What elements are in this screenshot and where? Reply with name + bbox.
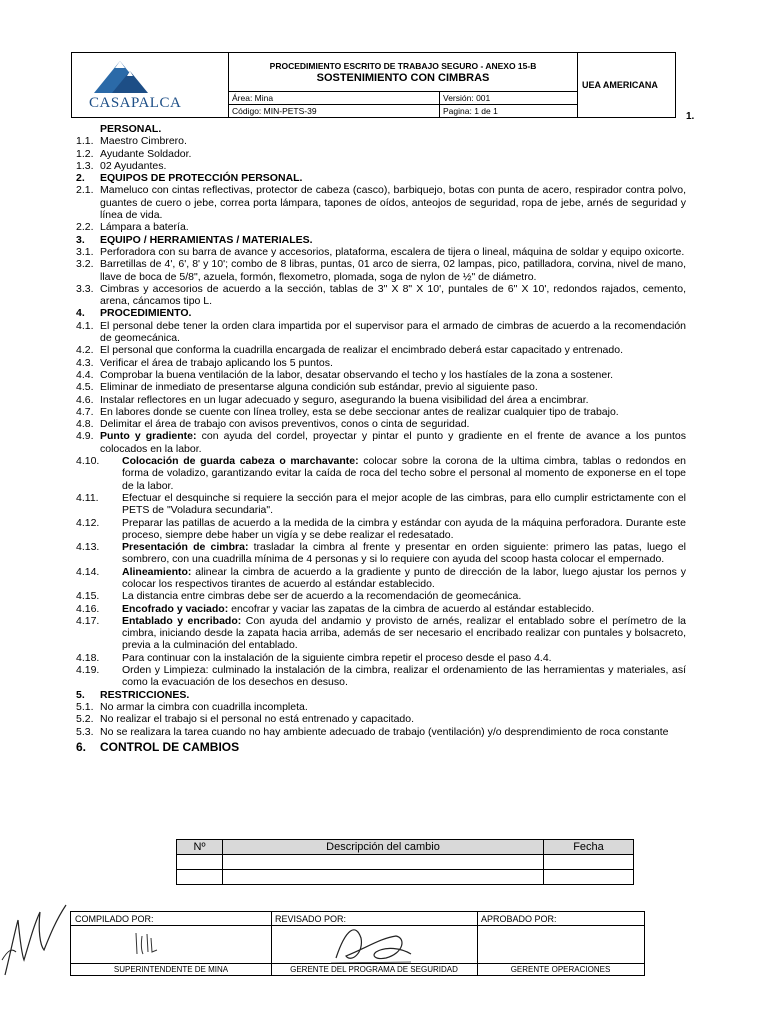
item-text <box>122 541 686 566</box>
list-item <box>76 726 686 738</box>
item-lead: Presentación de cimbra: <box>122 541 249 554</box>
list-item <box>76 394 686 406</box>
item-number: 4.14. <box>76 565 100 578</box>
item-number: 4.7. <box>76 405 94 418</box>
item-text: EQUIPO / HERRAMIENTAS / MATERIALES. <box>100 233 313 246</box>
section-heading <box>76 123 686 135</box>
item-number: 3.3. <box>76 282 94 295</box>
list-item <box>76 541 686 566</box>
item-text: Eliminar de inmediato de presentarse alguna condición sub estándar, previo al siguiente paso. <box>100 381 538 394</box>
item-text: Preparar las patillas de acuerdo a la medida de la cimbra y estándar con ayuda de la máquina perforadora. Durante este proceso, siempre debe haber un vigía y se debe realizar el redesatado. <box>122 516 686 541</box>
list-item <box>76 369 686 381</box>
item-number: 4.6. <box>76 393 94 406</box>
item-text: Comprobar la buena ventilación de la labor, desatar observando el techo y los hastíales de la zona a sostener. <box>100 368 614 381</box>
item-text: No armar la cimbra con cuadrilla incompleta. <box>100 700 308 713</box>
item-number: 1.3. <box>76 159 94 172</box>
item-rest: colocar sobre la corona de la ultima cimbra, tablas o redondos en forma de voladizo, garantizando evitar la caída de roca del techo sobre el personal al momento de exponerse en el tope de la labor. <box>122 455 686 492</box>
col-header-date: Fecha <box>544 840 634 855</box>
signature-approved <box>477 912 644 975</box>
list-item <box>76 590 686 602</box>
section-heading <box>76 307 686 319</box>
item-text: PROCEDIMIENTO. <box>100 307 192 320</box>
col-header-description: Descripción del cambio <box>223 840 544 855</box>
item-text: Delimitar el área de trabajo con avisos preventivos, conos o cinta de seguridad. <box>100 418 470 431</box>
control-title: CONTROL DE CAMBIOS <box>100 739 240 754</box>
list-item <box>76 492 686 517</box>
item-lead: Punto y gradiente: <box>100 430 197 443</box>
procedure-title: PROCEDIMIENTO ESCRITO DE TRABAJO SEGURO - ANEXO 15-B <box>269 61 537 71</box>
item-text: Mameluco con cintas reflectivas, protector de cabeza (casco), barbiquejo, botas con punta de acero, respirador contra polvo, guantes de cuero o jebe, correa porta lámpara, tapones de oídos, anteojos de seguridad, ropa de jebe, arnés de seguridad y línea de vida. <box>100 184 686 222</box>
item-text <box>122 615 686 652</box>
item-rest: trasladar la cimbra al frente y presentar en orden siguiente: primero las patas, luego el sombrero, con una cuadrilla mínima de 4 personas y si lo requiere con ayuda del scoop hasta colocar el empernado. <box>122 541 686 566</box>
section-heading <box>76 234 686 246</box>
list-item <box>76 406 686 418</box>
item-number: 4.19. <box>76 664 100 677</box>
area-field: Área: Mina <box>232 93 274 103</box>
header-row-code <box>229 104 577 117</box>
item-text: EQUIPOS DE PROTECCIÓN PERSONAL. <box>100 172 303 185</box>
item-text: Orden y Limpieza: culminado la instalación de la cimbra, realizar el ordenamiento de las herramientas y materiales, así como la evacuación de los desechos en desuso. <box>122 664 686 689</box>
item-text: Cimbras y accesorios de acuerdo a la sección, tablas de 3" X 8" X 10', puntales de 6" X 10', redondos rajados, cemento, arena, cáncamos tipo L. <box>100 282 686 308</box>
list-item <box>76 615 686 652</box>
table-row <box>177 870 634 885</box>
header-row-area <box>229 91 577 104</box>
item-number <box>76 123 100 135</box>
item-number: 4.11. <box>76 491 99 504</box>
item-text: Maestro Cimbrero. <box>100 135 187 148</box>
item-text <box>122 566 686 591</box>
compiler-signature <box>131 928 171 958</box>
col-header-number: Nº <box>177 840 223 855</box>
signature-block <box>70 911 645 976</box>
item-text: Para continuar con la instalación de la siguiente cimbra repetir el proceso desde el paso 4.4. <box>122 651 552 664</box>
signature-compiled <box>71 912 272 975</box>
item-rest: encofrar y vaciar las zapatas de la cimbra de acuerdo al estándar establecido. <box>228 602 595 615</box>
approved-role: GERENTE OPERACIONES <box>510 965 611 974</box>
procedure-body <box>76 123 686 753</box>
item-text <box>122 603 686 615</box>
item-number: 4.17. <box>76 614 100 627</box>
changes-table-header <box>177 840 634 855</box>
list-item <box>76 344 686 356</box>
item-text: Instalar reflectores en un lugar adecuado y seguro, asegurando la buena visibilidad del área a encimbrar. <box>100 393 589 406</box>
item-lead: Alineamiento: <box>122 565 192 578</box>
item-number: 4.10. <box>76 455 100 468</box>
item-text: En labores donde se cuente con línea trolley, esta se debe seccionar antes de realizar cualquier tipo de trabajo. <box>100 405 619 418</box>
compiled-label: COMPILADO POR: <box>75 914 154 924</box>
page-field: Pagina: 1 de 1 <box>443 106 498 116</box>
item-number: 4.2. <box>76 344 94 357</box>
item-number: 4.9. <box>76 430 94 443</box>
reviewer-signature <box>326 918 416 968</box>
item-text: No se realizara la tarea cuando no hay ambiente adecuado de trabajo (ventilación) y/o desprendimiento de roca constante <box>100 725 669 738</box>
reviewed-label: REVISADO POR: <box>275 914 347 924</box>
item-number: 1.1. <box>76 135 94 148</box>
list-item <box>76 603 686 615</box>
list-item <box>76 357 686 369</box>
compiled-role: SUPERINTENDENTE DE MINA <box>113 965 229 974</box>
item-number: 4.12. <box>76 516 100 529</box>
unit-name: UEA AMERICANA <box>582 80 658 90</box>
code-field: Código: MIN-PETS-39 <box>232 106 317 116</box>
item-text: Efectuar el desquinche si requiere la sección para el mejor acople de las cimbras, para ello cumplir estrictamente con el PETS de "Voladura secundaria". <box>122 491 686 517</box>
version-field: Versión: 001 <box>443 93 491 103</box>
procedure-subtitle: SOSTENIMIENTO CON CIMBRAS <box>316 72 490 84</box>
reviewed-role: GERENTE DEL PROGRAMA DE SEGURIDAD <box>290 965 458 974</box>
item-number: 4.3. <box>76 356 94 369</box>
item-text: Barretillas de 4', 6', 8' y 10'; combo de 8 libras, puntas, 01 arco de sierra, 02 lampas, pico, patilladora, corvina, nivel de mano, llave de boca de 5/8", azuela, formón, flexometro, plomada, soga de nylon de ½" de diámetro. <box>100 258 686 283</box>
table-row <box>177 855 634 870</box>
item-number: 4.1. <box>76 319 94 332</box>
signature-reviewed <box>271 912 478 975</box>
item-text: Perforadora con su barra de avance y accesorios, plataforma, escalera de tijera o lineal, máquina de soldar y equipo oxicorte. <box>100 245 685 258</box>
item-text: No realizar el trabajo si el personal no está entrenado y capacitado. <box>100 713 415 726</box>
item-number: 5.3. <box>76 725 94 738</box>
item-text: 02 Ayudantes. <box>100 159 167 172</box>
list-item <box>76 184 686 221</box>
handwritten-mark <box>0 900 80 980</box>
item-lead: Colocación de guarda cabeza o marchavante: <box>122 455 359 468</box>
item-rest: Con ayuda del andamio y provisto de arnés, realizar el entablado sobre el perímetro de la cimbra, iniciando desde la zapata hacia arriba, además de ser necesario el encribado realizar con puntales y bolsacreto, previa a la culminación del entablado. <box>122 614 686 652</box>
list-item <box>76 566 686 591</box>
list-item <box>76 135 686 147</box>
item-number: 1.2. <box>76 147 94 160</box>
list-item <box>76 701 686 713</box>
approved-label: APROBADO POR: <box>481 914 557 924</box>
company-logo <box>72 53 229 117</box>
list-item <box>76 381 686 393</box>
item-number: 2.1. <box>76 184 94 197</box>
item-text: Ayudante Soldador. <box>100 147 192 160</box>
item-number: 4.15. <box>76 590 100 603</box>
item-text: Verificar el área de trabajo aplicando los 5 puntos. <box>100 356 333 369</box>
item-number: 3. <box>76 233 85 246</box>
list-item <box>76 320 686 345</box>
list-item <box>76 148 686 160</box>
list-item <box>76 517 686 542</box>
item-number: 2. <box>76 172 85 185</box>
item-text: PERSONAL. <box>100 123 162 135</box>
item-text: RESTRICCIONES. <box>100 688 190 701</box>
item-number: 3.2. <box>76 258 94 271</box>
item-number: 2.2. <box>76 221 94 234</box>
list-item <box>76 455 686 492</box>
item-text: La distancia entre cimbras debe ser de acuerdo a la recomendación de geomecánica. <box>122 590 522 603</box>
item-number: 4.4. <box>76 368 94 381</box>
item-number: 4.5. <box>76 381 94 394</box>
item-lead: Encofrado y vaciado: <box>122 602 229 615</box>
list-item <box>76 283 686 308</box>
list-item <box>76 713 686 725</box>
item-number: 5.1. <box>76 700 94 713</box>
item-text: El personal que conforma la cuadrilla encargada de realizar el encimbrado deberá estar capacitado y entrenado. <box>100 344 623 357</box>
changes-table <box>176 839 634 885</box>
item-rest: con ayuda del cordel, proyectar y pintar el punto y gradiente en el frente de avance a los puntos colocados en la labor. <box>100 430 686 455</box>
control-number: 6. <box>76 739 87 754</box>
item-rest: alinear la cimbra de acuerdo a la gradiente y punto de dirección de la labor, luego ajustar los pernos y colocar los respectivos tirantes de acuerdo al estándar establecido. <box>122 565 686 590</box>
item-text: El personal debe tener la orden clara impartida por el supervisor para el armado de cimbras de acuerdo a la recomendación de geomecánica. <box>100 319 686 345</box>
list-item <box>76 418 686 430</box>
list-item <box>76 246 686 258</box>
item-number: 3.1. <box>76 245 94 258</box>
list-item <box>76 652 686 664</box>
item-text: Lámpara a batería. <box>100 221 189 234</box>
list-item <box>76 160 686 172</box>
item-text <box>122 455 686 492</box>
header-title-block <box>229 53 578 117</box>
item-number: 5. <box>76 688 85 701</box>
section-heading <box>76 172 686 184</box>
item-number: 4.13. <box>76 541 100 554</box>
page-marker: 1. <box>686 111 695 122</box>
control-heading <box>76 741 686 753</box>
section-heading <box>76 689 686 701</box>
list-item <box>76 258 686 283</box>
item-lead: Entablado y encribado: <box>122 614 242 627</box>
item-number: 5.2. <box>76 713 94 726</box>
item-number: 4. <box>76 307 85 320</box>
list-item <box>76 664 686 689</box>
item-number: 4.18. <box>76 651 100 664</box>
item-number: 4.8. <box>76 418 94 431</box>
list-item <box>76 221 686 233</box>
svg-text:CASAPALCA: CASAPALCA <box>89 95 182 111</box>
list-item <box>76 430 686 455</box>
item-text <box>100 430 686 455</box>
item-number: 4.16. <box>76 602 100 615</box>
document-header <box>71 52 676 118</box>
